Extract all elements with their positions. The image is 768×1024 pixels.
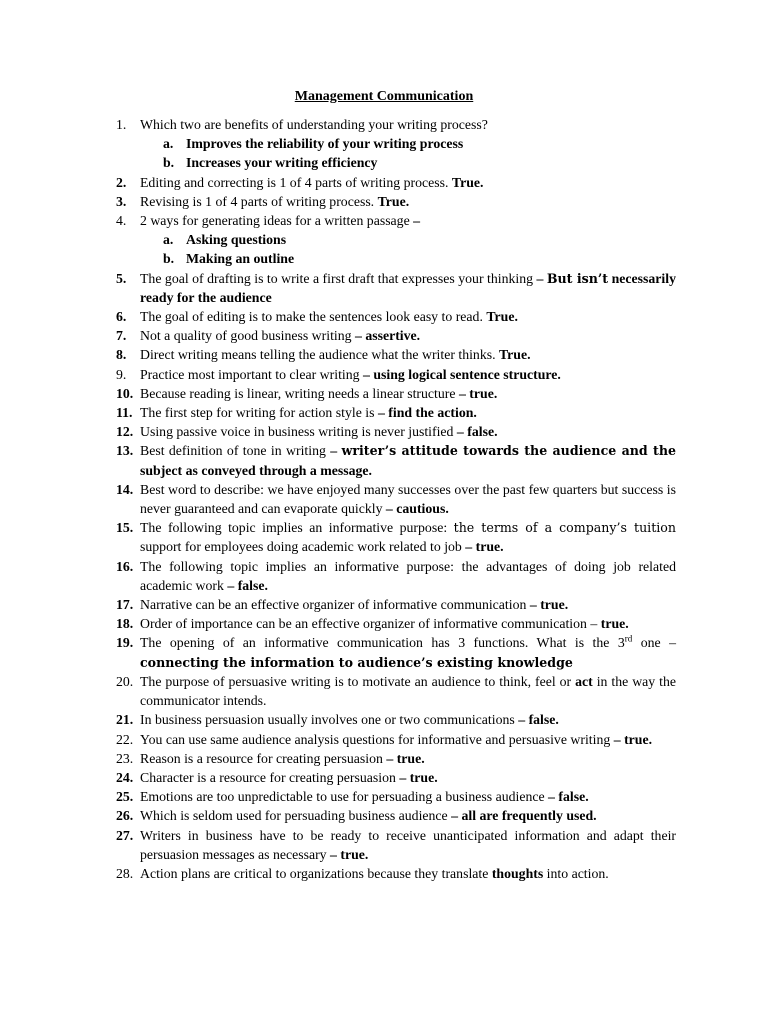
question-text [140, 633, 676, 671]
question-prompt: The goal of editing is to make the sentences look easy to read. [140, 309, 487, 325]
question-item [116, 422, 676, 441]
answer-text: – true. [330, 846, 369, 862]
question-number: 25. [116, 789, 134, 805]
answer-text: – false. [518, 712, 559, 728]
question-item [116, 787, 676, 806]
answer-text-tail: subject as conveyed through a message. [140, 462, 372, 478]
answer-text: – assertive. [354, 328, 421, 344]
question-prompt: Reason is a resource for creating persuasion [140, 750, 387, 766]
question-number: 28. [116, 865, 134, 881]
answer-text-alt: writer’s attitude towards the audience and the [341, 443, 676, 459]
question-prompt: Direct writing means telling the audience what the writer thinks. [140, 347, 499, 363]
question-item [116, 365, 676, 384]
question-prompt-alt: the terms of a company’s tuition [453, 520, 676, 536]
question-item [116, 269, 676, 307]
question-prompt: Because reading is linear, writing needs a linear structure [140, 385, 459, 401]
question-item [116, 557, 676, 595]
question-text [140, 557, 676, 595]
answer-text: – false. [227, 577, 268, 593]
question-prompt-tail: support for employees doing academic work related to job [140, 539, 466, 555]
question-number: 5. [116, 270, 127, 286]
question-item [116, 826, 676, 864]
question-item [116, 480, 676, 518]
question-text [140, 384, 676, 403]
question-text [140, 806, 676, 825]
question-number: 19. [116, 635, 134, 651]
question-item [116, 710, 676, 729]
question-prompt: Practice most important to clear writing [140, 366, 363, 382]
question-number: 4. [116, 213, 127, 229]
question-item [116, 806, 676, 825]
question-number: 17. [116, 597, 134, 613]
question-prompt: The purpose of persuasive writing is to motivate an audience to think, feel or [140, 673, 576, 689]
question-text [140, 672, 676, 710]
sub-answer [116, 153, 676, 172]
question-text [140, 787, 676, 806]
question-prompt: The following topic implies an informative purpose: [140, 520, 454, 536]
question-number: 6. [116, 309, 127, 325]
question-item [116, 518, 676, 556]
sub-answer-letter: b. [163, 251, 175, 267]
sub-answer-text: Making an outline [186, 251, 295, 267]
question-text [140, 326, 676, 345]
question-number: 18. [116, 616, 134, 632]
sub-answer-text: Increases your writing efficiency [186, 155, 378, 171]
answer-text: True. [377, 193, 410, 209]
question-prompt: Narrative can be an effective organizer of informative communication [140, 597, 530, 613]
question-text [140, 192, 676, 211]
question-number: 10. [116, 385, 134, 401]
question-prompt: The following topic implies an informative purpose: the advantages of doing job related academic work [140, 558, 676, 593]
question-list [116, 115, 676, 883]
question-text [140, 730, 676, 749]
question-text [140, 345, 676, 364]
question-prompt: The first step for writing for action style is [140, 405, 378, 421]
question-text [140, 269, 676, 307]
question-item [116, 672, 676, 710]
answer-text: True. [486, 309, 518, 325]
question-text [140, 864, 676, 883]
question-item [116, 595, 676, 614]
question-item [116, 173, 676, 192]
question-item [116, 864, 676, 883]
question-number: 27. [116, 827, 134, 843]
question-text [140, 518, 676, 556]
question-number: 12. [116, 424, 134, 440]
answer-text: – [330, 443, 342, 459]
question-text [140, 768, 676, 787]
answer-text-alt: connecting the information to audience’s existing knowledge [140, 654, 573, 670]
answer-text: – true. [386, 750, 425, 766]
answer-text: – true. [465, 539, 504, 555]
question-prompt: The goal of drafting is to write a first draft that expresses your thinking [140, 270, 537, 286]
question-number: 24. [116, 769, 134, 785]
question-number: 9. [116, 366, 127, 382]
question-prompt: Best definition of tone in writing [140, 443, 331, 459]
question-number: 16. [116, 558, 134, 574]
question-prompt: Not a quality of good business writing [140, 328, 355, 344]
question-number: 15. [116, 520, 134, 536]
question-text [140, 422, 676, 441]
question-prompt: Character is a resource for creating persuasion [140, 769, 400, 785]
question-text [140, 614, 676, 633]
question-text [140, 595, 676, 614]
question-prompt: Writers in business have to be ready to receive unanticipated information and adapt their persuasion messages as necessary [140, 827, 676, 862]
answer-text: – [413, 213, 421, 229]
sub-answer [116, 230, 676, 249]
question-prompt: You can use same audience analysis questions for informative and persuasive writing [140, 731, 614, 747]
question-prompt: Editing and correcting is 1 of 4 parts of writing process. [140, 174, 452, 190]
sub-answer-letter: a. [163, 136, 174, 152]
question-prompt-after: one – [632, 635, 676, 651]
question-item [116, 730, 676, 749]
question-number: 14. [116, 481, 134, 497]
question-item [116, 633, 676, 671]
answer-text-alt: But isn’t [546, 270, 609, 286]
question-item [116, 326, 676, 345]
page-title: Management Communication [294, 89, 474, 104]
question-text [140, 211, 676, 230]
question-prompt: Order of importance can be an effective organizer of informative communication – [140, 616, 601, 632]
question-prompt: 2 ways for generating ideas for a written passage [140, 213, 414, 229]
question-text [140, 710, 676, 729]
answer-text: – using logical sentence structure. [363, 366, 561, 382]
question-item [116, 345, 676, 364]
question-item [116, 614, 676, 633]
answer-text: – false. [456, 424, 498, 440]
question-text [140, 115, 676, 134]
question-item [116, 749, 676, 768]
question-number: 1. [116, 117, 127, 132]
question-item [116, 768, 676, 787]
question-text [140, 403, 676, 422]
answer-text: – [536, 270, 547, 286]
answer-text: True. [451, 174, 484, 190]
question-prompt: Action plans are critical to organizations because they translate [140, 865, 492, 881]
question-number: 2. [116, 174, 127, 190]
answer-text: thoughts [491, 865, 544, 881]
question-number: 7. [116, 328, 127, 344]
answer-text: true. [600, 616, 629, 632]
question-number: 8. [116, 347, 127, 363]
sub-answer-letter: b. [163, 155, 175, 171]
question-item [116, 211, 676, 230]
answer-text: True. [499, 347, 531, 363]
question-number: 21. [116, 712, 134, 728]
question-prompt: Which two are benefits of understanding your writing process? [140, 117, 488, 132]
ordinal-suffix: rd [624, 633, 633, 644]
question-item [116, 307, 676, 326]
answer-text: – true. [399, 769, 438, 785]
question-text [140, 480, 676, 518]
question-prompt: Revising is 1 of 4 parts of writing process. [140, 193, 378, 209]
question-number: 26. [116, 808, 134, 824]
question-prompt: Best word to describe: we have enjoyed many successes over the past few quarters but success is never guaranteed and can evaporate quickly [140, 481, 676, 517]
question-prompt: Using passive voice in business writing is never justified [140, 424, 457, 440]
question-number: 3. [116, 193, 127, 209]
question-item [116, 384, 676, 403]
question-number: 22. [116, 731, 134, 747]
question-prompt-tail: in the way the communicator intends. [140, 673, 676, 709]
question-item [116, 192, 676, 211]
question-prompt: Emotions are too unpredictable to use for persuading a business audience [140, 789, 549, 805]
question-prompt: In business persuasion usually involves one or two communications [140, 712, 519, 728]
question-number: 11. [116, 405, 133, 421]
question-item [116, 441, 676, 479]
answer-text: – false. [548, 789, 589, 805]
question-number: 23. [116, 750, 134, 766]
answer-text: – true. [613, 731, 653, 747]
answer-text: act [575, 673, 593, 689]
question-prompt: The opening of an informative communication has 3 functions. What is the 3 [140, 635, 625, 651]
question-text [140, 365, 676, 384]
sub-answer [116, 134, 676, 153]
question-number: 13. [116, 443, 134, 459]
question-item [116, 115, 676, 134]
question-prompt-tail: into action. [543, 865, 609, 881]
question-item [116, 403, 676, 422]
question-text [140, 307, 676, 326]
question-text [140, 441, 676, 479]
question-text [140, 173, 676, 192]
sub-answer-text: Improves the reliability of your writing process [186, 136, 464, 152]
question-number: 20. [116, 673, 134, 689]
answer-text-tail: necessarily ready for the audience [140, 270, 676, 305]
question-text [140, 749, 676, 768]
answer-text: – true. [458, 385, 498, 401]
answer-text: – all are frequently used. [451, 808, 597, 824]
sub-answer-text: Asking questions [186, 232, 287, 248]
sub-answer [116, 249, 676, 268]
answer-text: – cautious. [385, 501, 449, 517]
sub-answer-letter: a. [163, 232, 174, 248]
answer-text: – find the action. [377, 405, 477, 421]
question-prompt: Which is seldom used for persuading business audience [140, 808, 452, 824]
question-text [140, 826, 676, 864]
answer-text: – true. [529, 597, 569, 613]
